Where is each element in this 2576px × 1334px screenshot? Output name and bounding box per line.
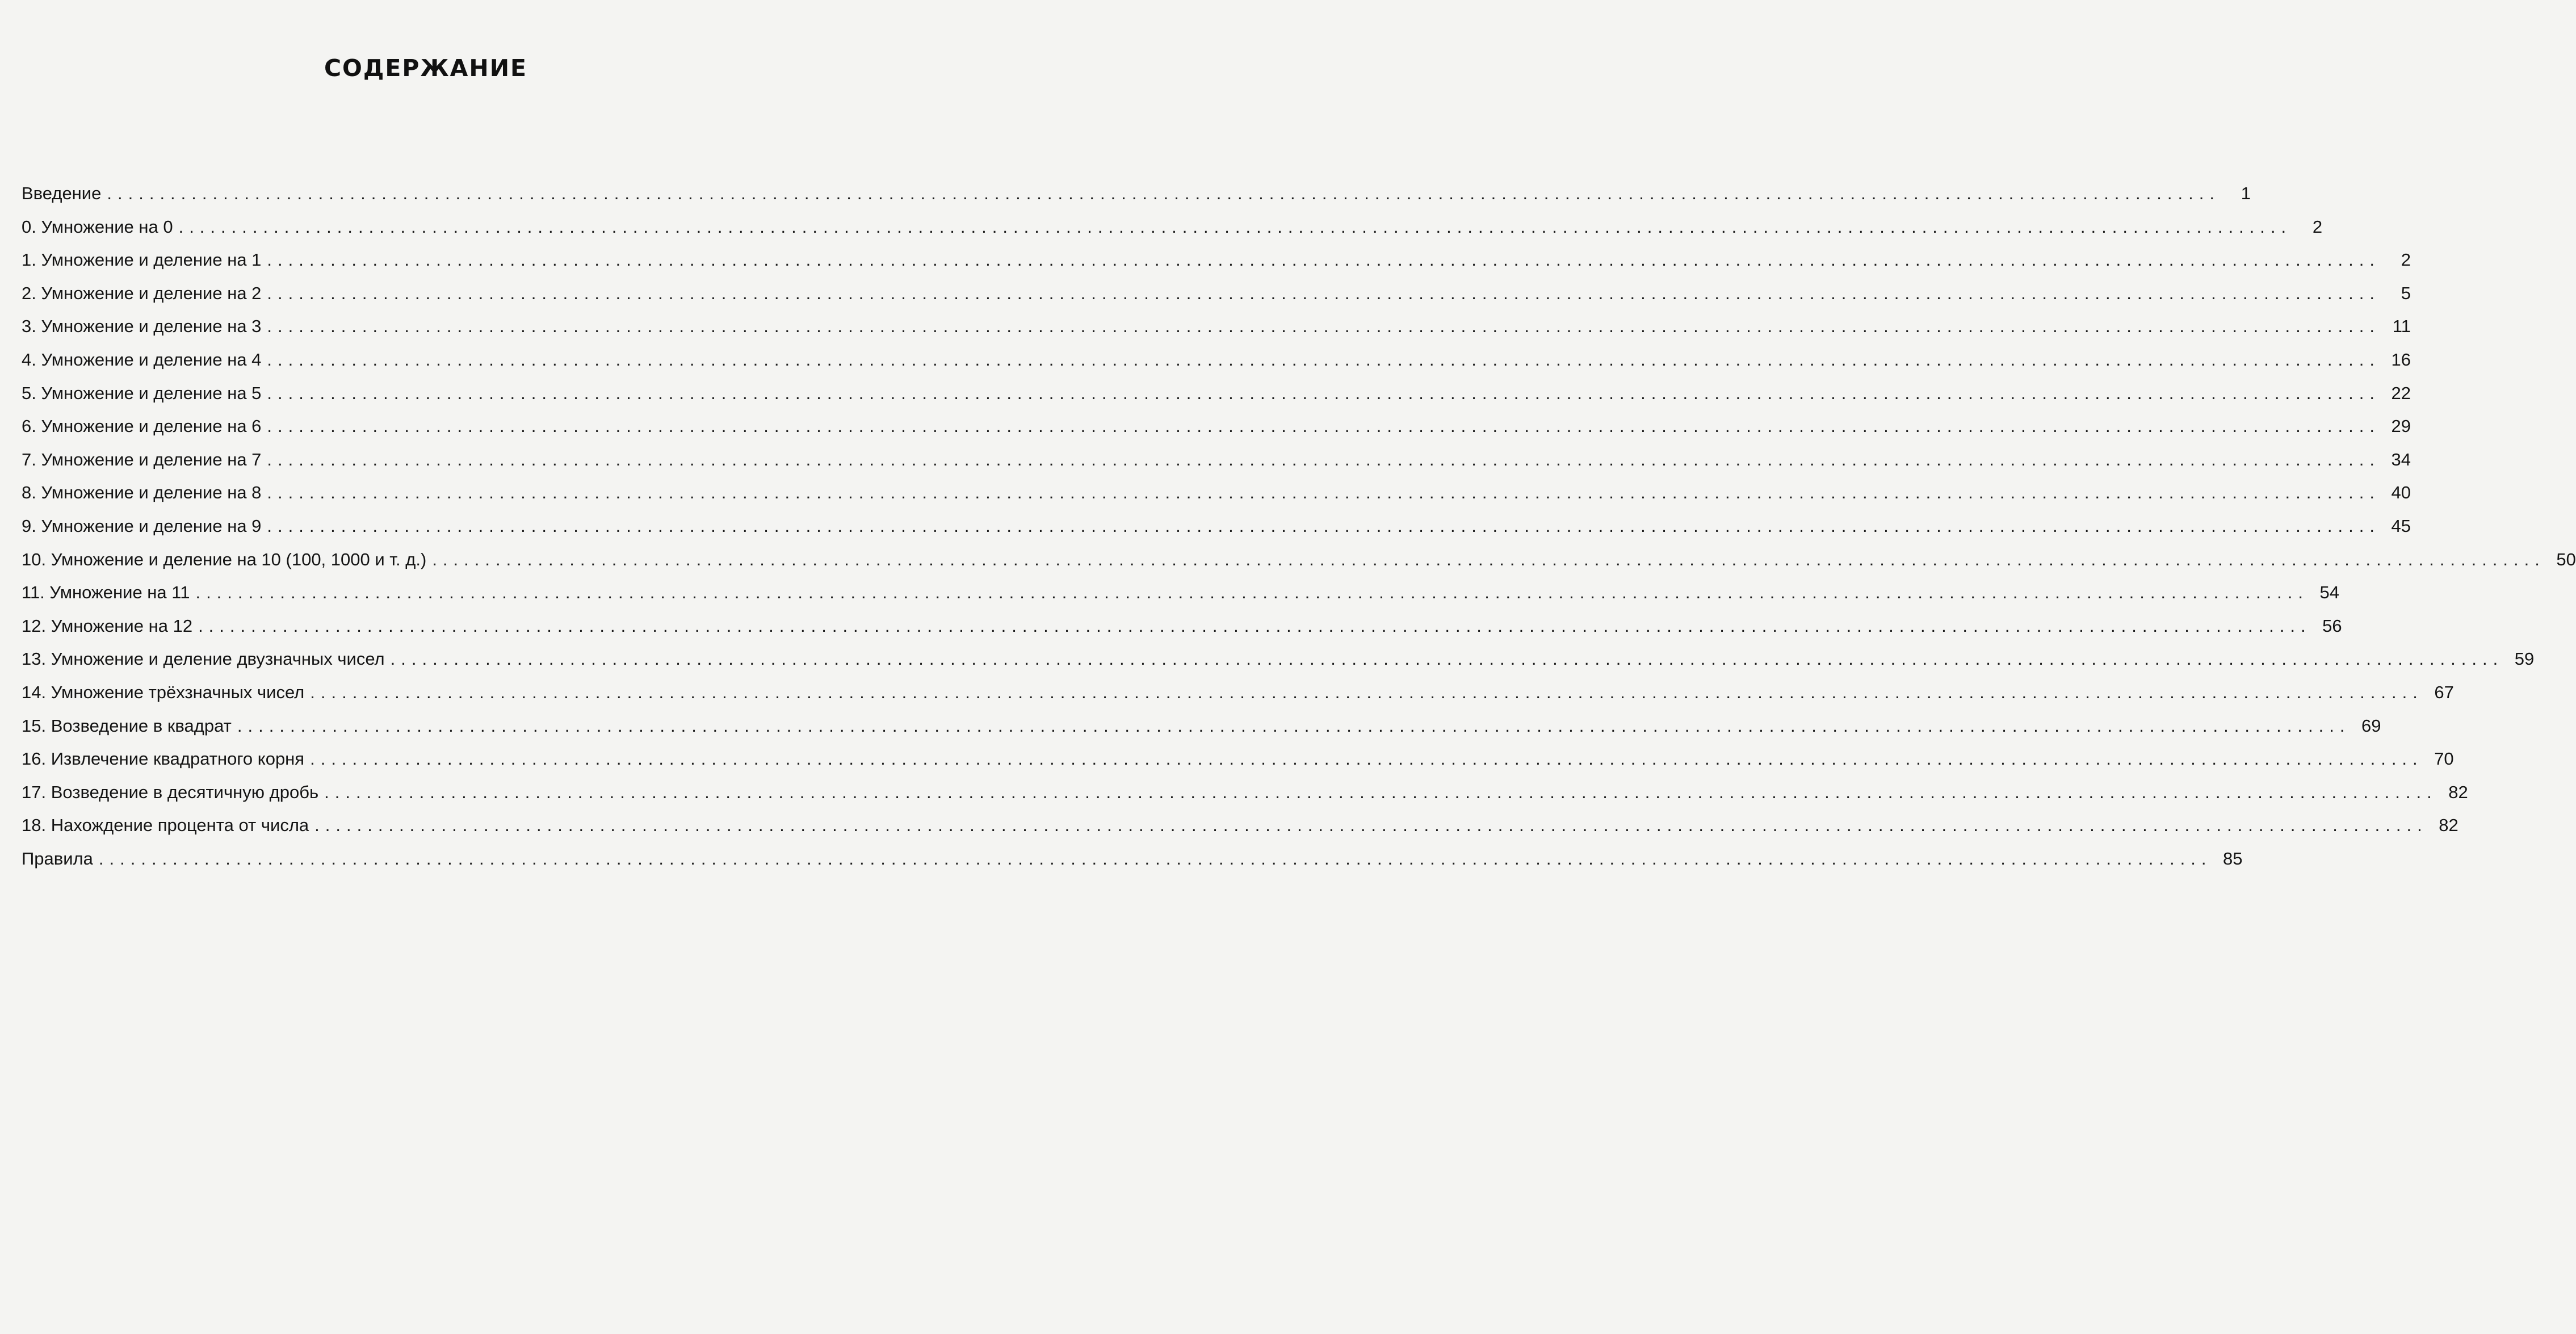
toc-entry-label: 7. Умножение и деление на 7 bbox=[22, 449, 262, 469]
toc-entry bbox=[22, 776, 2468, 809]
toc-entry bbox=[22, 643, 2535, 676]
toc-entry-page-number: 11 bbox=[2392, 316, 2411, 337]
toc-entry-page-number: 85 bbox=[2222, 848, 2243, 869]
toc-entry bbox=[22, 610, 2342, 643]
toc-entry bbox=[22, 676, 2454, 710]
toc-entry-label: 2. Умножение и деление на 2 bbox=[22, 283, 262, 303]
table-of-contents bbox=[22, 177, 2576, 875]
toc-entry-label: 12. Умножение на 12 bbox=[22, 615, 193, 636]
toc-entry-label: 17. Возведение в десятичную дробь bbox=[22, 782, 319, 802]
toc-entry bbox=[22, 443, 2411, 477]
toc-entry bbox=[22, 543, 2576, 577]
toc-entry-label: 16. Извлечение квадратного корня bbox=[22, 749, 305, 769]
toc-leader-dots: ........................................................................................................................................................................................................ bbox=[310, 682, 2423, 702]
toc-entry-page-number: 1 bbox=[2241, 183, 2251, 203]
toc-entry bbox=[22, 576, 2340, 610]
toc-entry-page-number: 29 bbox=[2391, 416, 2411, 437]
toc-leader-dots: ........................................................................................................................................................................................................ bbox=[195, 582, 2309, 603]
toc-leader-dots: ........................................................................................................................................................................................................ bbox=[178, 216, 2292, 237]
toc-entry-page-number: 34 bbox=[2391, 449, 2411, 469]
toc-entry-label: 14. Умножение трёхзначных чисел bbox=[22, 682, 305, 702]
toc-entry-page-number: 70 bbox=[2434, 749, 2454, 769]
toc-leader-dots: ........................................................................................................................................................................................................ bbox=[267, 349, 2380, 370]
toc-entry-page-number: 50 bbox=[2556, 549, 2576, 569]
toc-entry-label: 0. Умножение на 0 bbox=[22, 216, 173, 237]
toc-entry-label: 10. Умножение и деление на 10 (100, 1000 и т. д.) bbox=[22, 549, 427, 569]
toc-entry bbox=[22, 410, 2411, 443]
toc-leader-dots: ........................................................................................................................................................................................................ bbox=[310, 749, 2423, 769]
toc-leader-dots: ........................................................................................................................................................................................................ bbox=[267, 449, 2380, 469]
toc-leader-dots: ........................................................................................................................................................................................................ bbox=[198, 615, 2311, 636]
toc-entry-page-number: 5 bbox=[2401, 283, 2411, 303]
toc-entry bbox=[22, 842, 2243, 876]
toc-entry-page-number: 82 bbox=[2439, 815, 2458, 836]
toc-leader-dots: ........................................................................................................................................................................................................ bbox=[267, 416, 2380, 437]
toc-entry-page-number: 22 bbox=[2391, 383, 2411, 403]
page-title: СОДЕРЖАНИЕ bbox=[324, 54, 528, 82]
toc-entry bbox=[22, 377, 2411, 410]
toc-leader-dots: ........................................................................................................................................................................................................ bbox=[267, 250, 2380, 270]
toc-entry-page-number: 56 bbox=[2322, 615, 2342, 636]
toc-entry-label: 4. Умножение и деление на 4 bbox=[22, 349, 262, 370]
toc-entry-label: 9. Умножение и деление на 9 bbox=[22, 515, 262, 536]
toc-entry-label: 11. Умножение на 11 bbox=[22, 582, 190, 603]
toc-leader-dots: ........................................................................................................................................................................................................ bbox=[267, 515, 2380, 536]
toc-entry bbox=[22, 211, 2323, 244]
toc-entry bbox=[22, 476, 2411, 510]
toc-entry bbox=[22, 277, 2411, 311]
toc-entry-label: 6. Умножение и деление на 6 bbox=[22, 416, 262, 437]
toc-entry-page-number: 45 bbox=[2391, 515, 2411, 536]
toc-leader-dots: ........................................................................................................................................................................................................ bbox=[314, 815, 2428, 836]
toc-entry-page-number: 67 bbox=[2434, 682, 2454, 702]
toc-leader-dots: ........................................................................................................................................................................................................ bbox=[98, 848, 2212, 869]
toc-entry-label: 8. Умножение и деление на 8 bbox=[22, 483, 262, 503]
toc-entry-label: 15. Возведение в квадрат bbox=[22, 715, 232, 736]
toc-entry-page-number: 16 bbox=[2391, 349, 2411, 370]
toc-leader-dots: ........................................................................................................................................................................................................ bbox=[267, 483, 2380, 503]
toc-leader-dots: ........................................................................................................................................................................................................ bbox=[107, 183, 2220, 203]
toc-leader-dots: ........................................................................................................................................................................................................ bbox=[390, 649, 2504, 669]
toc-entry-label: Правила bbox=[22, 848, 93, 869]
toc-entry-page-number: 2 bbox=[2312, 216, 2323, 237]
toc-entry-page-number: 2 bbox=[2401, 250, 2411, 270]
toc-entry-label: 13. Умножение и деление двузначных чисел bbox=[22, 649, 385, 669]
toc-entry-label: 18. Нахождение процента от числа bbox=[22, 815, 309, 836]
toc-entry bbox=[22, 710, 2381, 743]
toc-leader-dots: ........................................................................................................................................................................................................ bbox=[267, 283, 2380, 303]
toc-entry bbox=[22, 310, 2411, 343]
toc-entry-page-number: 54 bbox=[2319, 582, 2340, 603]
toc-leader-dots: ........................................................................................................................................................................................................ bbox=[324, 782, 2437, 802]
toc-entry bbox=[22, 244, 2411, 277]
toc-leader-dots: ........................................................................................................................................................................................................ bbox=[237, 715, 2351, 736]
toc-entry-label: 5. Умножение и деление на 5 bbox=[22, 383, 262, 403]
toc-entry bbox=[22, 809, 2458, 842]
toc-entry-label: 1. Умножение и деление на 1 bbox=[22, 250, 262, 270]
toc-leader-dots: ........................................................................................................................................................................................................ bbox=[432, 549, 2545, 569]
toc-entry-page-number: 40 bbox=[2391, 483, 2411, 503]
toc-leader-dots: ........................................................................................................................................................................................................ bbox=[267, 383, 2380, 403]
toc-entry bbox=[22, 510, 2411, 543]
toc-entry-page-number: 59 bbox=[2514, 649, 2535, 669]
toc-entry-page-number: 82 bbox=[2448, 782, 2468, 802]
toc-leader-dots: ........................................................................................................................................................................................................ bbox=[267, 316, 2380, 337]
toc-entry-page-number: 69 bbox=[2361, 715, 2381, 736]
toc-entry bbox=[22, 742, 2454, 776]
toc-entry-label: Введение bbox=[22, 183, 102, 203]
toc-entry bbox=[22, 343, 2411, 377]
toc-entry bbox=[22, 177, 2251, 211]
toc-entry-label: 3. Умножение и деление на 3 bbox=[22, 316, 262, 337]
